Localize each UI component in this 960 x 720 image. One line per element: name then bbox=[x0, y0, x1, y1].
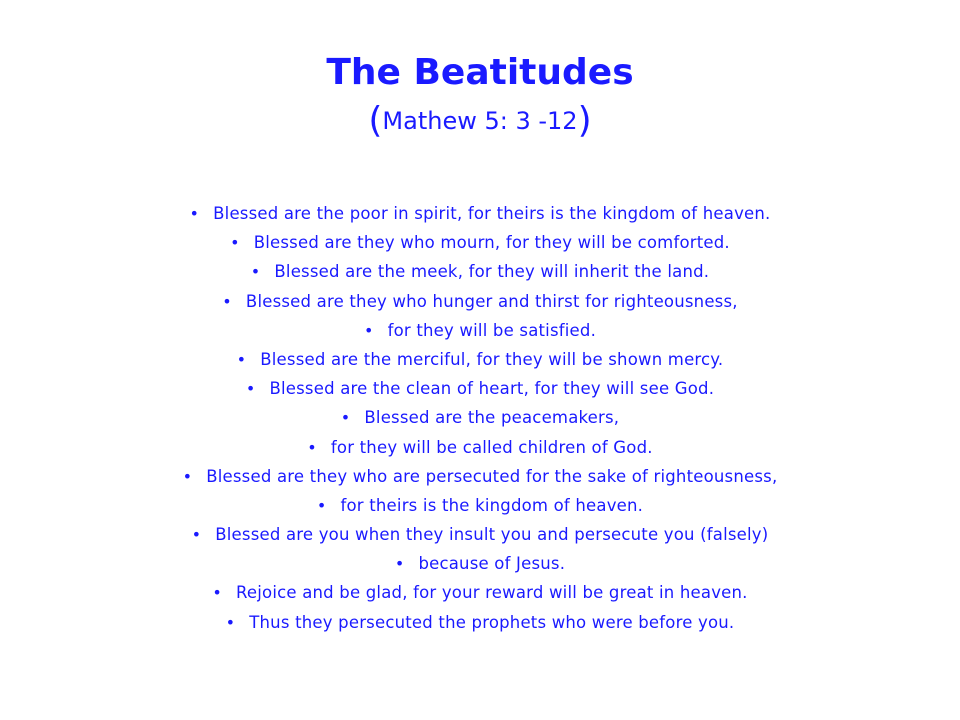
list-item bbox=[0, 433, 960, 462]
beatitudes-list bbox=[0, 199, 960, 637]
list-item-text: Blessed are the merciful, for they will be shown mercy. bbox=[260, 349, 724, 369]
list-item bbox=[0, 608, 960, 637]
list-item-text: Blessed are they who are persecuted for the sake of righteousness, bbox=[206, 466, 778, 486]
list-item-text: Blessed are the peacemakers, bbox=[364, 408, 620, 428]
list-item bbox=[0, 199, 960, 228]
bullet-icon: • bbox=[236, 349, 247, 369]
subtitle-text: Mathew 5: 3 -12 bbox=[382, 107, 578, 135]
subtitle-open-paren: ( bbox=[368, 100, 383, 141]
list-item bbox=[0, 578, 960, 607]
list-item-text: Blessed are the poor in spirit, for theirs is the kingdom of heaven. bbox=[213, 204, 771, 223]
bullet-icon: • bbox=[316, 495, 327, 515]
bullet-icon: • bbox=[212, 583, 222, 603]
list-item-text: because of Jesus. bbox=[418, 554, 566, 574]
list-item bbox=[0, 403, 960, 432]
list-item-text: Thus they persecuted the prophets who were before you. bbox=[249, 612, 735, 632]
list-item-text: Blessed are they who mourn, for they will be comforted. bbox=[253, 233, 730, 253]
list-item bbox=[0, 374, 960, 403]
bullet-icon: • bbox=[307, 437, 317, 457]
bullet-icon: • bbox=[182, 466, 193, 486]
list-item bbox=[0, 287, 960, 316]
list-item-text: for they will be called children of God. bbox=[330, 437, 653, 457]
bullet-icon: • bbox=[394, 554, 405, 574]
bullet-icon: • bbox=[340, 408, 351, 428]
bullet-icon: • bbox=[191, 525, 202, 545]
bullet-icon: • bbox=[245, 379, 256, 399]
bullet-icon: • bbox=[363, 320, 374, 340]
list-item bbox=[0, 316, 960, 345]
bullet-icon: • bbox=[250, 262, 261, 282]
list-item-text: Blessed are they who hunger and thirst for righteousness, bbox=[245, 291, 738, 311]
list-item bbox=[0, 462, 960, 491]
list-item-text: Blessed are you when they insult you and persecute you (falsely) bbox=[215, 525, 769, 545]
list-item bbox=[0, 257, 960, 286]
list-item-text: Blessed are the clean of heart, for they will see God. bbox=[269, 379, 715, 399]
list-item-text: Rejoice and be glad, for your reward will be great in heaven. bbox=[236, 583, 748, 603]
list-item bbox=[0, 520, 960, 549]
list-item bbox=[0, 345, 960, 374]
subtitle-close-paren: ) bbox=[577, 100, 592, 141]
bullet-icon: • bbox=[189, 204, 200, 223]
bullet-icon: • bbox=[222, 291, 232, 311]
list-item bbox=[0, 549, 960, 578]
title-block bbox=[0, 48, 960, 142]
bullet-icon: • bbox=[230, 233, 240, 253]
list-item-text: for they will be satisfied. bbox=[387, 320, 597, 340]
list-item-text: for theirs is the kingdom of heaven. bbox=[340, 495, 644, 515]
list-item bbox=[0, 491, 960, 520]
slide-subtitle bbox=[0, 100, 960, 142]
slide-title: The Beatitudes bbox=[326, 52, 634, 93]
list-item bbox=[0, 228, 960, 257]
list-item-text: Blessed are the meek, for they will inherit the land. bbox=[274, 262, 710, 282]
bullet-icon: • bbox=[225, 612, 236, 632]
